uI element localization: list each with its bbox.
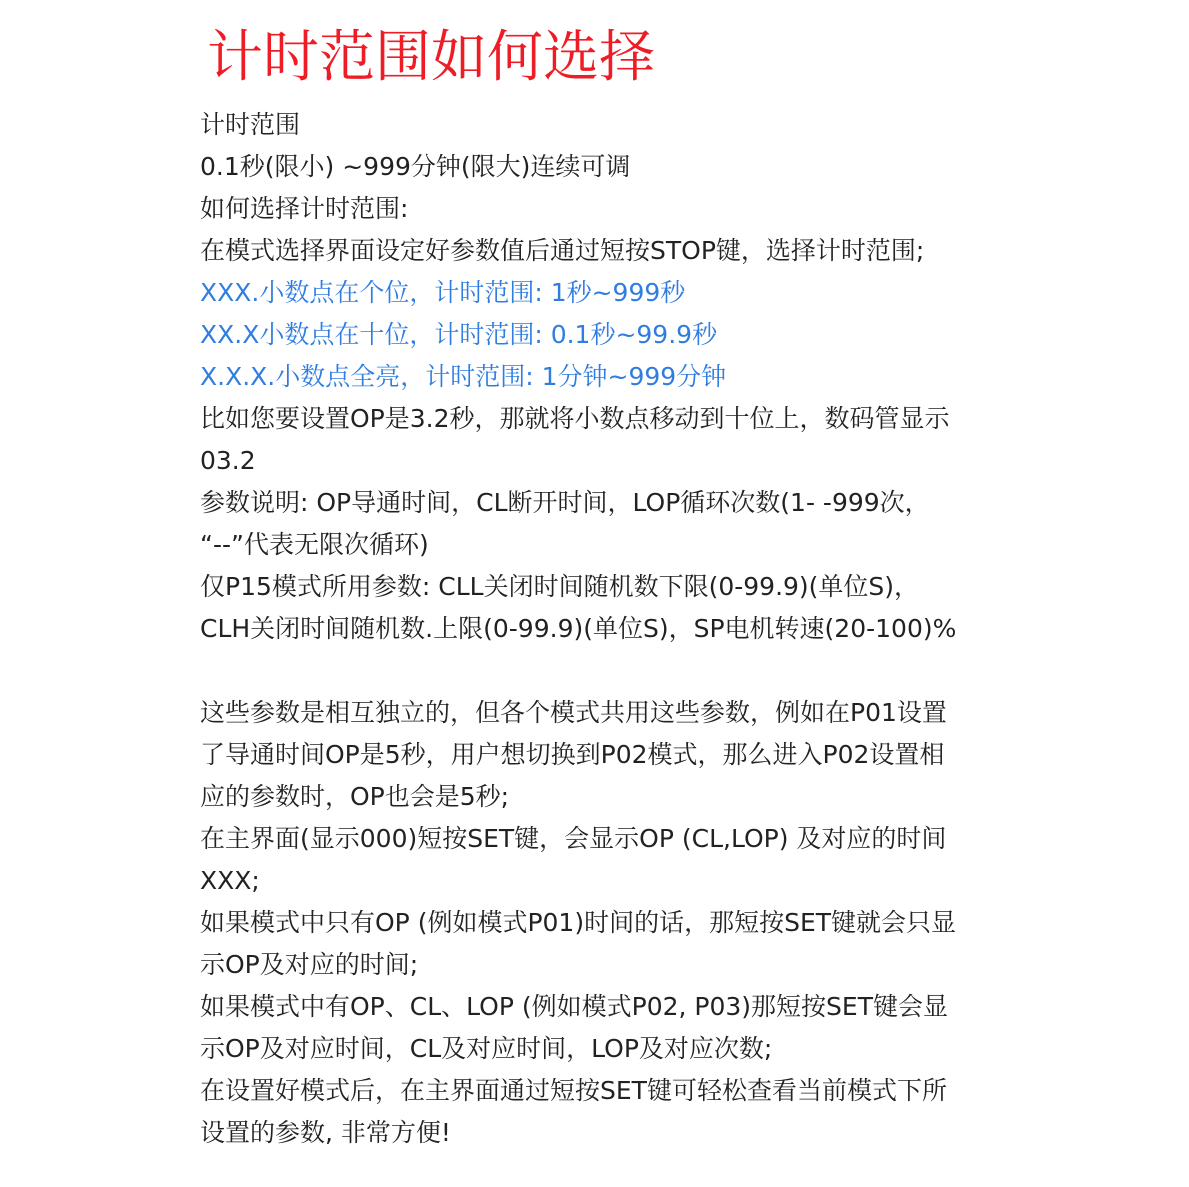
- paragraph-line: 如果模式中只有OP (例如模式P01)时间的话，那短按SET键就会只显: [200, 908, 957, 937]
- paragraph-line: 参数说明: OP导通时间，CL断开时间，LOP循环次数(1- -999次，: [200, 488, 930, 517]
- paragraph-line: 设置的参数, 非常方便!: [200, 1118, 451, 1147]
- paragraph-line: 应的参数时，OP也会是5秒;: [200, 782, 510, 811]
- paragraph-line: 比如您要设置OP是3.2秒，那就将小数点移动到十位上，数码管显示: [200, 404, 950, 433]
- paragraph-spacer: [200, 650, 1140, 692]
- paragraph-line: CLH关闭时间随机数.上限(0-99.9)(单位S)，SP电机转速(20-100)%: [200, 614, 957, 643]
- paragraph-line: 示OP及对应时间，CL及对应时间，LOP及对应次数;: [200, 1034, 773, 1063]
- paragraph-line: 0.1秒(限小) ~999分钟(限大)连续可调: [200, 152, 631, 181]
- paragraph-line: 03.2: [200, 446, 256, 475]
- paragraph-line: 仅P15模式所用参数: CLL关闭时间随机数下限(0-99.9)(单位S)，: [200, 572, 920, 601]
- paragraph-line: 在设置好模式后，在主界面通过短按SET键可轻松查看当前模式下所: [200, 1076, 947, 1105]
- paragraph-line: 在主界面(显示000)短按SET键，会显示OP (CL,LOP) 及对应的时间: [200, 824, 947, 853]
- body-text: [200, 104, 1140, 1154]
- paragraph-line: 了导通时间OP是5秒，用户想切换到P02模式，那么进入P02设置相: [200, 740, 945, 769]
- highlight-line-ones: XXX.小数点在个位，计时范围: 1秒~999秒: [200, 278, 686, 307]
- highlight-line-tens: XX.X小数点在十位，计时范围: 0.1秒~99.9秒: [200, 320, 718, 349]
- paragraph-line: 示OP及对应的时间;: [200, 950, 419, 979]
- paragraph-line: 如何选择计时范围:: [200, 194, 409, 223]
- page-title: 计时范围如何选择: [207, 25, 655, 90]
- highlight-line-all: X.X.X.小数点全亮，计时范围: 1分钟~999分钟: [200, 362, 727, 391]
- paragraph-line: 在模式选择界面设定好参数值后通过短按STOP键，选择计时范围;: [200, 236, 925, 265]
- paragraph-line: 计时范围: [200, 110, 301, 139]
- paragraph-line: “--”代表无限次循环): [200, 530, 429, 559]
- paragraph-line: 如果模式中有OP、CL、LOP (例如模式P02, P03)那短按SET键会显: [200, 992, 948, 1021]
- paragraph-line: 这些参数是相互独立的，但各个模式共用这些参数，例如在P01设置: [200, 698, 947, 727]
- paragraph-line: XXX;: [200, 866, 260, 895]
